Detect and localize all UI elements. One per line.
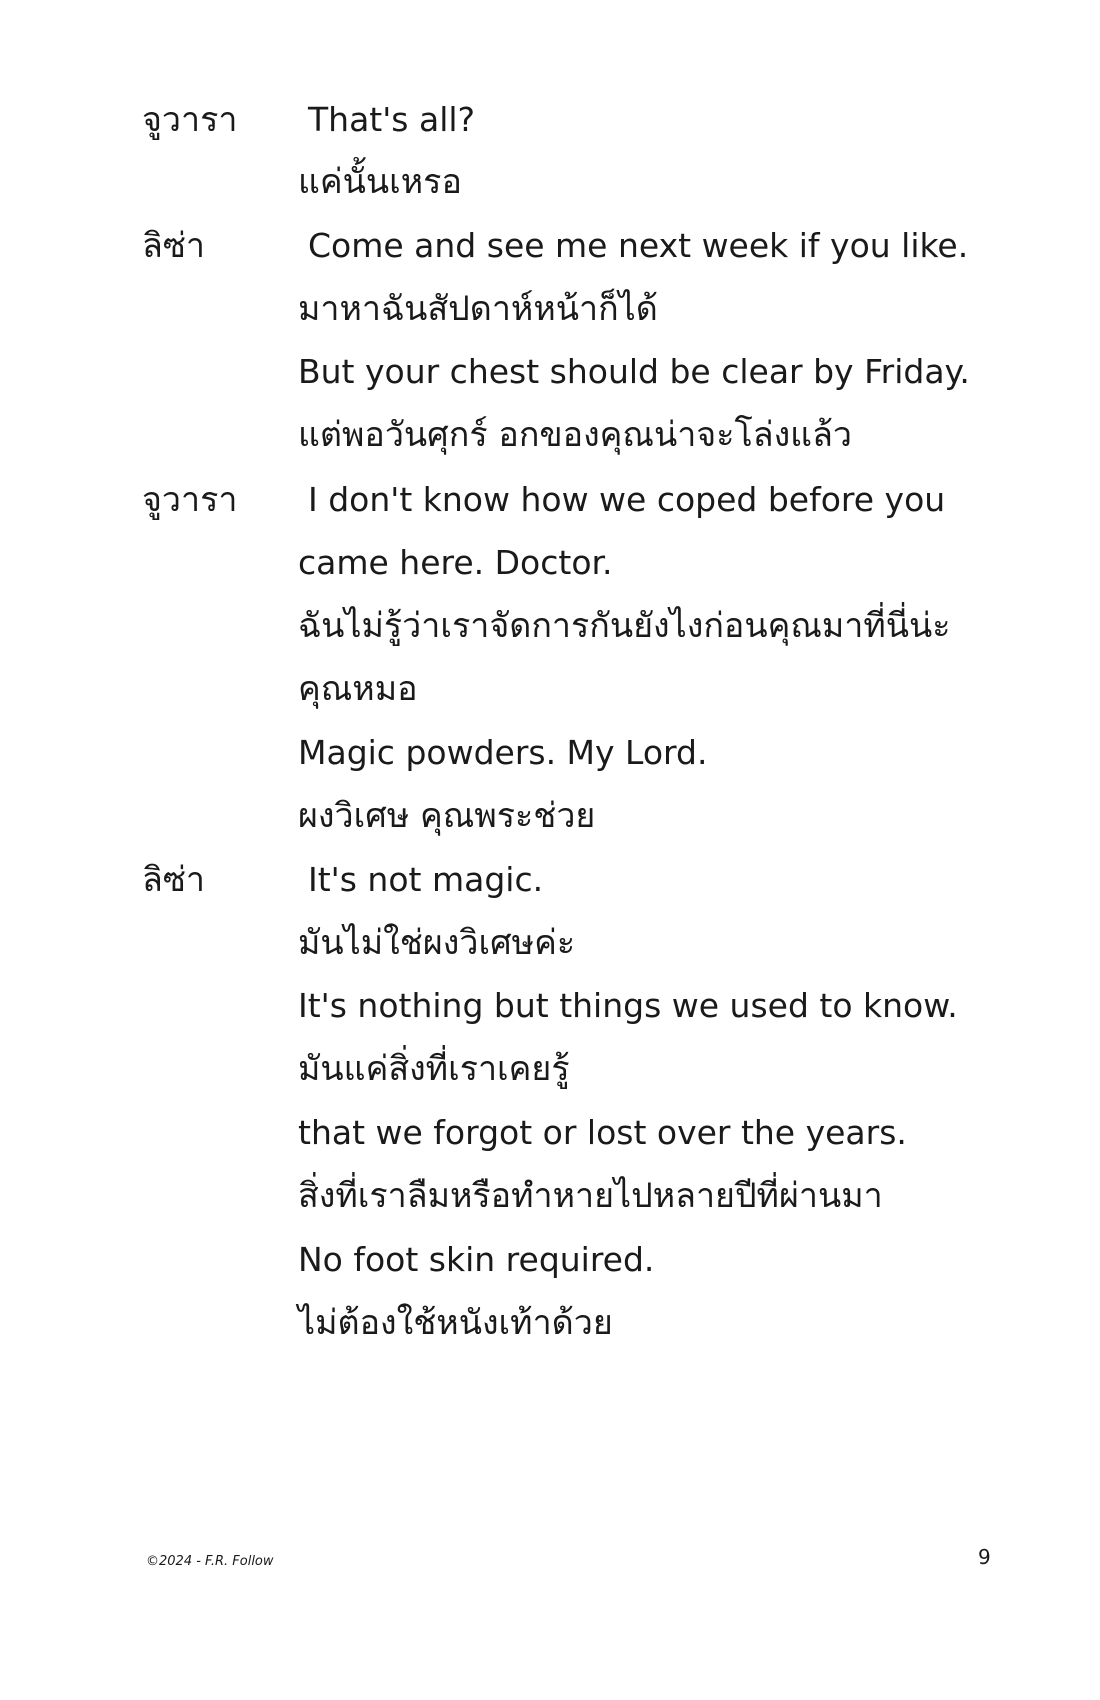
dialogue-line-english: It's nothing but things we used to know. — [298, 986, 958, 1025]
dialogue-line-thai: มันไม่ใช่ผงวิเศษค่ะ — [298, 923, 576, 963]
dialogue-line-english: came here. Doctor. — [298, 543, 613, 582]
dialogue-line-thai: ผงวิเศษ คุณพระช่วย — [298, 796, 596, 836]
dialogue-line-english: that we forgot or lost over the years. — [298, 1113, 907, 1152]
dialogue-line-thai: มาหาฉันสัปดาห์หน้าก็ได้ — [298, 289, 658, 329]
dialogue-line-english: Magic powders. My Lord. — [298, 733, 708, 772]
dialogue-line-english: That's all? — [308, 100, 476, 139]
speaker-name: จูวารา — [142, 480, 238, 520]
dialogue-line-thai: มันแค่สิ่งที่เราเคยรู้ — [298, 1049, 570, 1089]
dialogue-line-thai: คุณหมอ — [298, 669, 418, 709]
dialogue-line-english: Come and see me next week if you like. — [308, 226, 969, 265]
speaker-name: จูวารา — [142, 100, 238, 140]
speaker-name: ลิซ่า — [142, 860, 206, 900]
dialogue-line-english: But your chest should be clear by Friday. — [298, 352, 970, 391]
dialogue-line-thai: แต่พอวันศุกร์ อกของคุณน่าจะโล่งแล้ว — [298, 415, 853, 455]
dialogue-line-thai: สิ่งที่เราลืมหรือทำหายไปหลายปีที่ผ่านมา — [298, 1176, 883, 1216]
dialogue-line-english: No foot skin required. — [298, 1240, 655, 1279]
dialogue-line-english: It's not magic. — [308, 860, 544, 899]
page-number: 9 — [978, 1545, 991, 1569]
speaker-name: ลิซ่า — [142, 226, 206, 266]
footer-copyright: ©2024 - F.R. Follow — [146, 1554, 274, 1569]
dialogue-line-thai: แค่นั้นเหรอ — [298, 162, 462, 202]
dialogue-line-english: I don't know how we coped before you — [308, 480, 946, 519]
dialogue-line-thai: ไม่ต้องใช้หนังเท้าด้วย — [298, 1303, 613, 1343]
dialogue-line-thai: ฉันไม่รู้ว่าเราจัดการกันยังไงก่อนคุณมาที่นี่น่ะ — [298, 606, 951, 646]
